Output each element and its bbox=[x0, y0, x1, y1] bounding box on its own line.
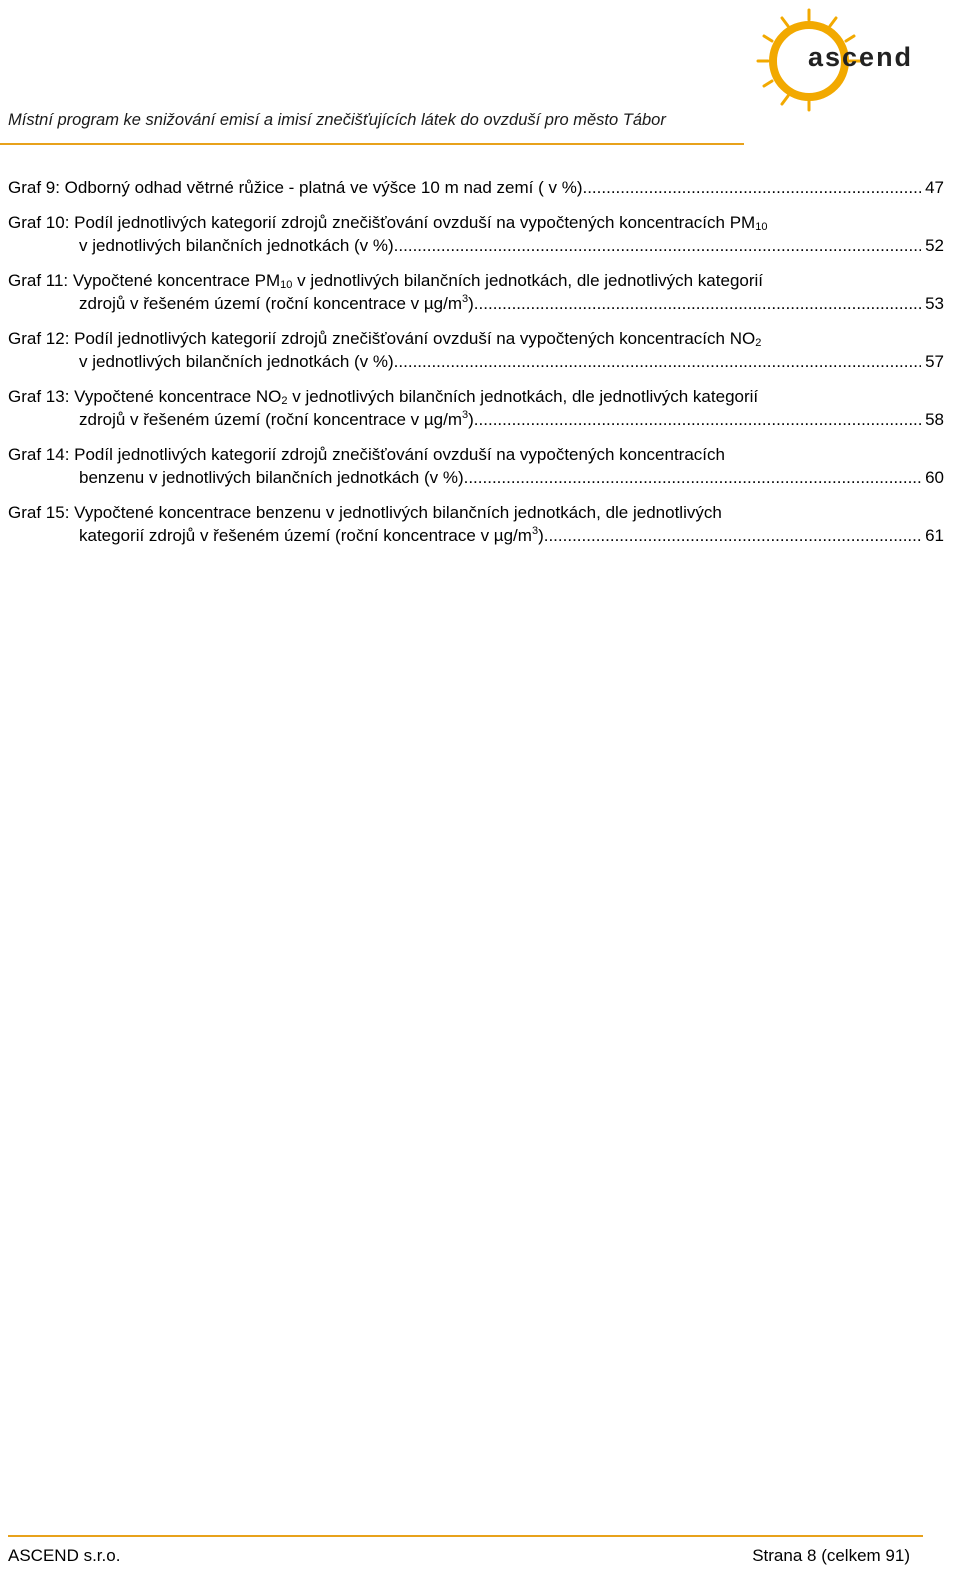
toc-leader-dots bbox=[544, 524, 921, 547]
toc-entry[interactable] bbox=[8, 176, 944, 199]
toc-entry-page: 47 bbox=[925, 178, 944, 197]
toc-entry[interactable] bbox=[8, 443, 944, 489]
subscript: 2 bbox=[281, 395, 288, 407]
toc-entry-title-text: v jednotlivých bilančních jednotkách, dle jednotlivých kategorií bbox=[287, 387, 759, 406]
toc-leader-dots bbox=[474, 292, 921, 315]
footer-divider bbox=[8, 1535, 923, 1537]
toc-entry-title-text: Graf 13: Vypočtené koncentrace NO bbox=[8, 387, 282, 406]
subscript: 2 bbox=[755, 337, 762, 349]
toc-entry-title-text: ) bbox=[468, 294, 474, 313]
toc-entry-title-cont bbox=[79, 408, 474, 431]
document-header-title: Místní program ke snižování emisí a imisí znečišťujících látek do ovzduší pro město Tábor bbox=[8, 111, 666, 129]
toc-entry-page: 60 bbox=[925, 468, 944, 487]
toc-entry-title: Graf 15: Vypočtené koncentrace benzenu v jednotlivých bilančních jednotkách, dle jednotlivých bbox=[8, 503, 722, 522]
toc-entry-title: Graf 14: Podíl jednotlivých kategorií zdrojů znečišťování ovzduší na vypočtených koncentracích bbox=[8, 445, 725, 464]
toc-entry[interactable] bbox=[8, 269, 944, 315]
toc-entry-title-text: zdrojů v řešeném území (roční koncentrace v µg/m bbox=[79, 294, 462, 313]
toc-entry[interactable] bbox=[8, 327, 944, 373]
list-of-figures bbox=[8, 176, 944, 559]
toc-entry-title-cont: v jednotlivých bilančních jednotkách (v %) bbox=[79, 352, 394, 371]
toc-entry[interactable] bbox=[8, 211, 944, 257]
toc-leader-dots bbox=[474, 408, 921, 431]
toc-entry[interactable] bbox=[8, 385, 944, 431]
toc-entry-title-text: v jednotlivých bilančních jednotkách, dle jednotlivých kategorií bbox=[292, 271, 764, 290]
toc-leader-dots bbox=[394, 234, 921, 257]
toc-entry-title-text: ) bbox=[468, 410, 474, 429]
toc-entry-title-text: Graf 10: Podíl jednotlivých kategorií zdrojů znečišťování ovzduší na vypočtených koncentracích PM bbox=[8, 213, 756, 232]
toc-entry-title bbox=[8, 385, 758, 408]
toc-entry-title-text: kategorií zdrojů v řešeném území (roční koncentrace v µg/m bbox=[79, 526, 532, 545]
toc-leader-dots bbox=[464, 466, 921, 489]
toc-entry-title-cont bbox=[79, 292, 474, 315]
toc-leader-dots bbox=[582, 176, 921, 199]
toc-entry-title bbox=[8, 269, 763, 292]
logo-wordmark: ascend bbox=[808, 42, 914, 72]
toc-entry-page: 57 bbox=[925, 352, 944, 371]
footer-company: ASCEND s.r.o. bbox=[8, 1546, 121, 1565]
toc-entry-page: 58 bbox=[925, 410, 944, 429]
toc-entry-title-text: zdrojů v řešeném území (roční koncentrace v µg/m bbox=[79, 410, 462, 429]
toc-entry-title-cont bbox=[79, 524, 544, 547]
subscript: 10 bbox=[280, 279, 293, 291]
toc-entry-title-cont: v jednotlivých bilančních jednotkách (v %) bbox=[79, 236, 394, 255]
footer-page-number: Strana 8 (celkem 91) bbox=[752, 1546, 910, 1565]
toc-entry[interactable] bbox=[8, 501, 944, 547]
superscript: 3 bbox=[531, 525, 539, 537]
toc-entry-page: 53 bbox=[925, 294, 944, 313]
toc-leader-dots bbox=[394, 350, 921, 373]
superscript: 3 bbox=[462, 293, 469, 305]
toc-entry-title bbox=[8, 327, 761, 350]
subscript: 10 bbox=[755, 221, 768, 233]
toc-entry-title-text: Graf 11: Vypočtené koncentrace PM bbox=[8, 271, 281, 290]
toc-entry-title-cont: benzenu v jednotlivých bilančních jednotkách (v %) bbox=[79, 468, 464, 487]
toc-entry-title bbox=[8, 211, 767, 234]
toc-entry-page: 61 bbox=[925, 526, 944, 545]
toc-entry-title: Graf 9: Odborný odhad větrné růžice - platná ve výšce 10 m nad zemí ( v %) bbox=[8, 178, 583, 197]
toc-entry-title-text: Graf 12: Podíl jednotlivých kategorií zdrojů znečišťování ovzduší na vypočtených koncentracích NO bbox=[8, 329, 756, 348]
toc-entry-title-text: ) bbox=[538, 526, 544, 545]
toc-entry-page: 52 bbox=[925, 236, 944, 255]
header-divider bbox=[0, 143, 744, 145]
superscript: 3 bbox=[462, 409, 469, 421]
